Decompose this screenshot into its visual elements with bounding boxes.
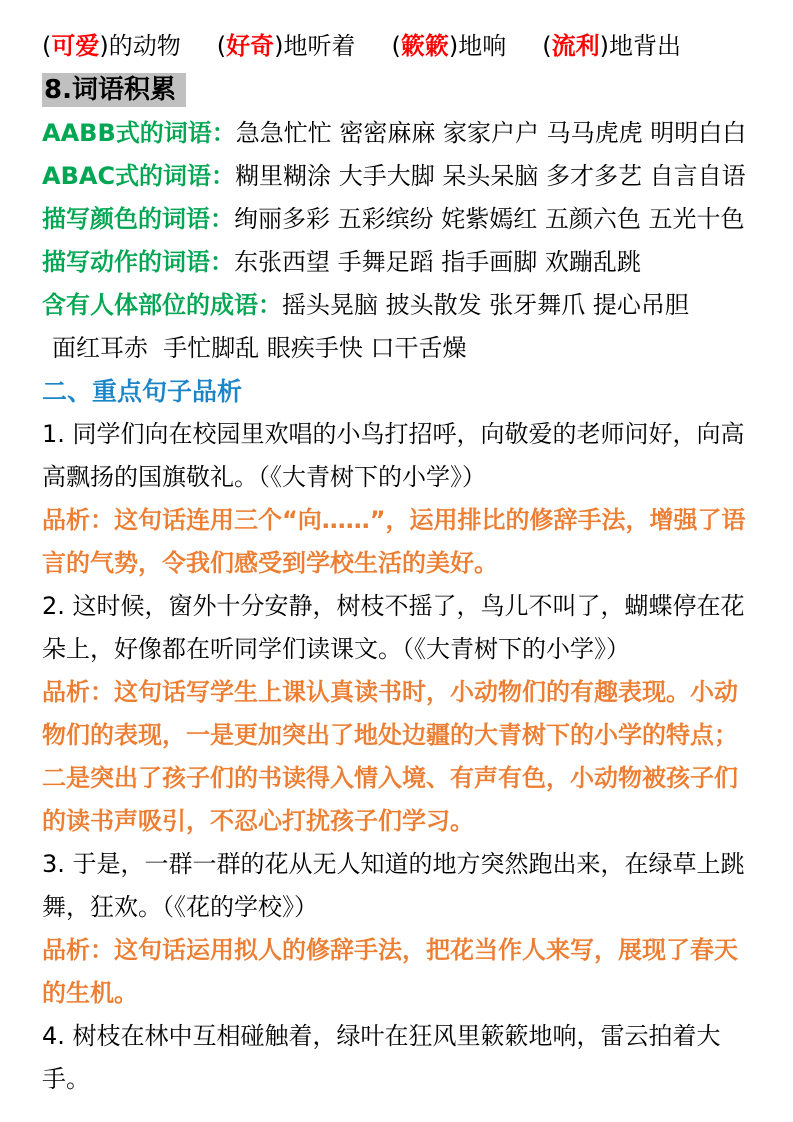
vocab-entry-body-parts-continuation: 面红耳赤 手忙脚乱 眼疾手快 口干舌燥 — [52, 334, 467, 362]
fill-in-item — [217, 25, 356, 68]
phrase-suffix: 地听着 — [283, 32, 356, 60]
open-paren: ( — [542, 32, 552, 60]
phrase-suffix: 地响 — [458, 32, 507, 60]
analysis-1: 品析：这句话连用三个“向……”，运用排比的修辞手法，增强了语言的气势，令我们感受到学校生活的美好。 — [42, 506, 746, 577]
phrase-suffix: 地背出 — [609, 32, 681, 60]
vocab-words: 绚丽多彩 五彩缤纷 姹紫嫣红 五颜六色 五光十色 — [234, 205, 745, 233]
vocab-label: ABAC式的词语： — [42, 162, 236, 190]
phrase-suffix: 的动物 — [108, 32, 181, 60]
close-paren: ) — [599, 32, 609, 60]
answer-text: 流利 — [551, 32, 600, 60]
fill-in-item — [392, 25, 507, 68]
vocab-label: 描写动作的词语： — [42, 248, 234, 276]
section-8-title — [42, 68, 757, 112]
vocab-entry-colors — [42, 198, 757, 241]
sentence-2: 2. 这时候，窗外十分安静，树枝不摇了，鸟儿不叫了，蝴蝶停在花朵上，好像都在听同学们读课文。（《大青树下的小学》） — [42, 592, 745, 663]
open-paren: ( — [42, 32, 52, 60]
vocab-label: 描写颜色的词语： — [42, 205, 234, 233]
answer-text: 簌簌 — [400, 32, 449, 60]
close-paren: ) — [274, 32, 284, 60]
fill-in-answers-row — [42, 25, 757, 68]
sentence-3: 3. 于是，一群一群的花从无人知道的地方突然跑出来，在绿草上跳舞，狂欢。（《花的学校》） — [42, 850, 745, 921]
vocab-words: 糊里糊涂 大手大脚 呆头呆脑 多才多艺 自言自语 — [235, 162, 746, 190]
vocab-label: 含有人体部位的成语： — [42, 291, 282, 319]
answer-text: 可爱 — [51, 32, 100, 60]
vocab-words: 急急忙忙 密密麻麻 家家户户 马马虎虎 明明白白 — [235, 119, 747, 147]
open-paren: ( — [391, 32, 401, 60]
sentence-4: 4. 树枝在林中互相碰触着，绿叶在狂风里簌簌地响，雷云拍着大手。 — [42, 1022, 721, 1093]
analysis-2: 品析：这句话写学生上课认真读书时，小动物们的有趣表现。小动物们的表现，一是更加突出了地处边疆的大青树下的小学的特点；二是突出了孩子们的书读得入情入境、有声有色，小动物被孩子们的读书声吸引，不忍心打扰孩子们学习。 — [42, 678, 738, 835]
analysis-3: 品析：这句话运用拟人的修辞手法，把花当作人来写，展现了春天的生机。 — [42, 936, 738, 1007]
close-paren: ) — [99, 32, 109, 60]
answer-text: 好奇 — [226, 32, 275, 60]
vocab-label: AABB式的词语： — [42, 119, 236, 147]
sentence-1: 1. 同学们向在校园里欢唱的小鸟打招呼，向敬爱的老师问好，向高高飘扬的国旗敬礼。（《大青树下的小学》） — [42, 420, 745, 491]
vocab-entry-actions — [42, 241, 757, 284]
vocab-words: 东张西望 手舞足蹈 指手画脚 欢蹦乱跳 — [234, 248, 641, 276]
vocab-entry-abac — [42, 155, 757, 198]
vocab-entry-aabb — [42, 112, 757, 155]
vocab-entry-body-parts — [42, 284, 757, 327]
fill-in-item — [42, 25, 181, 68]
section-2-heading: 二、重点句子品析 — [42, 377, 243, 406]
fill-in-item — [542, 25, 681, 68]
vocab-words: 摇头晃脑 披头散发 张牙舞爪 提心吊胆 — [282, 291, 689, 319]
open-paren: ( — [216, 32, 227, 60]
close-paren: ) — [448, 32, 459, 60]
highlighted-title-text: 8.词语积累 — [42, 73, 186, 107]
